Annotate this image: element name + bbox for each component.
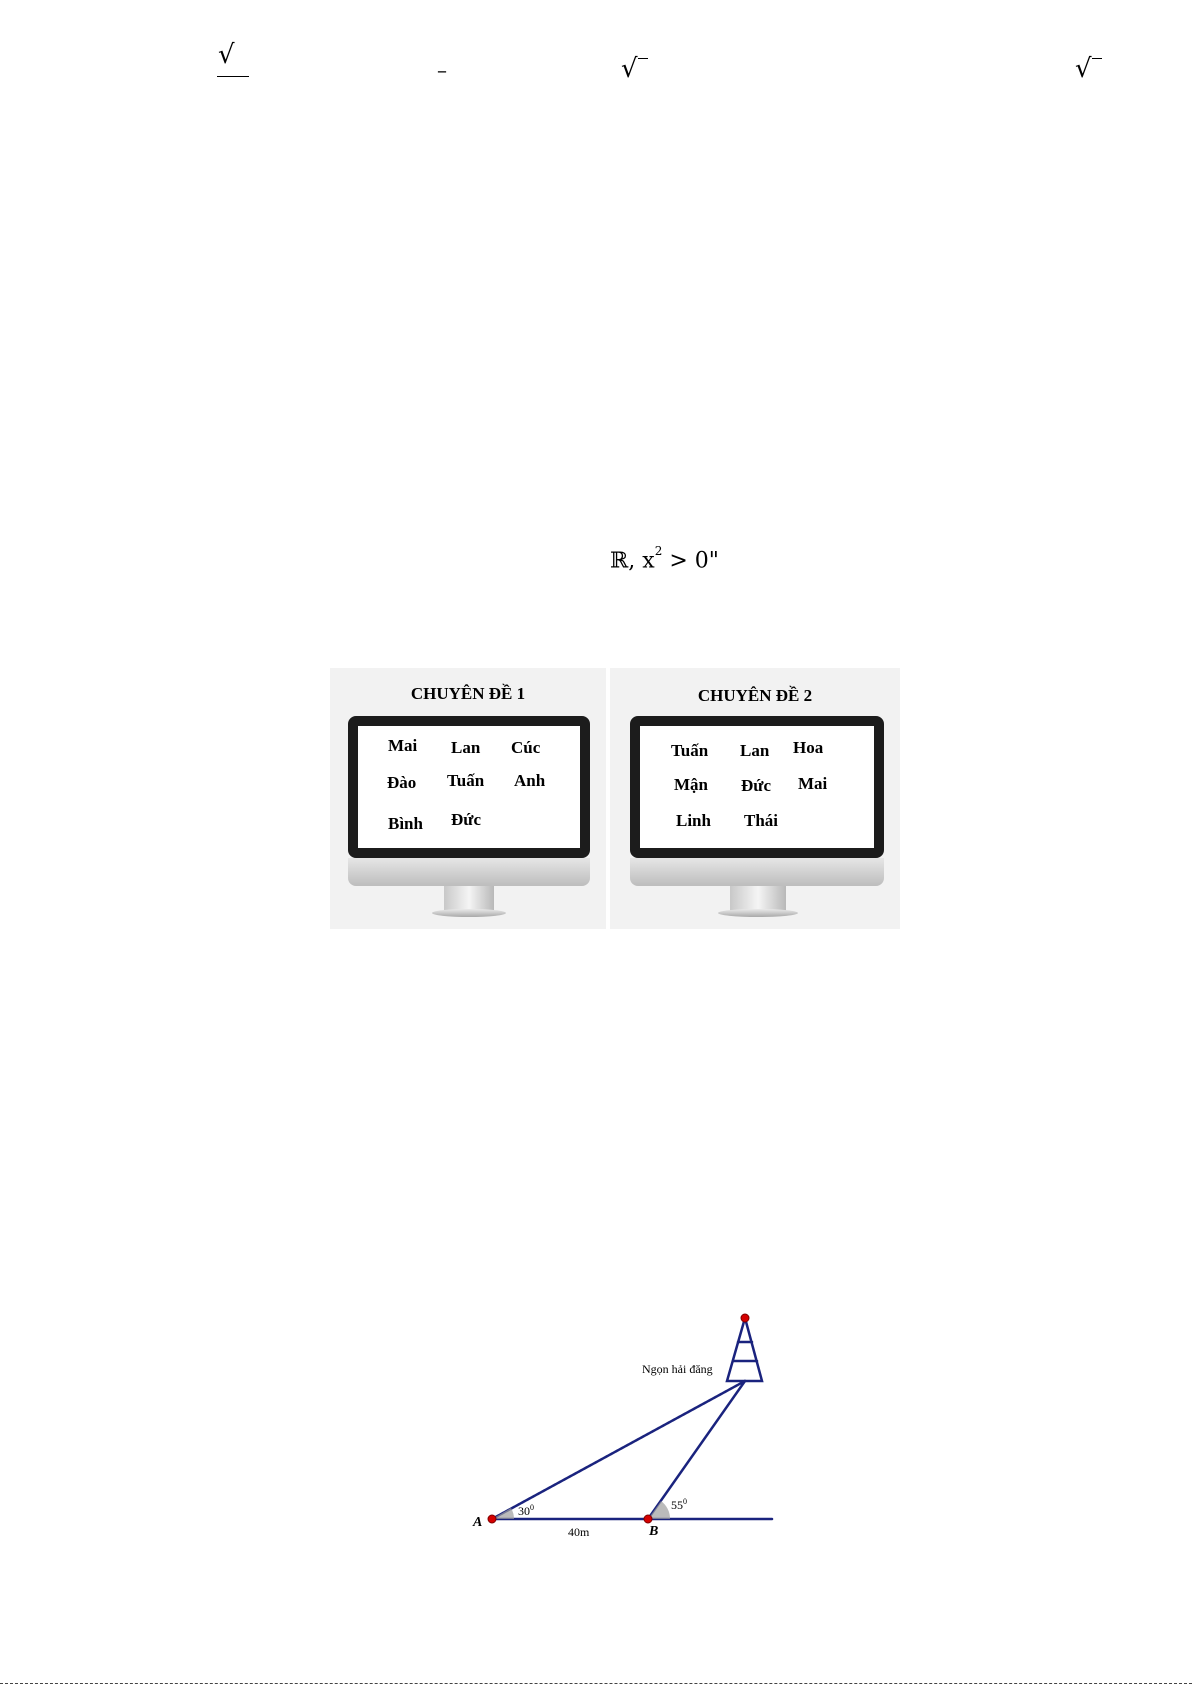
distance-label: 40m <box>568 1525 590 1539</box>
monitors-figure <box>330 668 900 929</box>
sqrt-vinculum-3 <box>1092 58 1102 59</box>
sqrt-fragment-2: √ <box>621 54 638 84</box>
angle-a-degree: 0 <box>530 1503 534 1512</box>
lighthouse-lines <box>492 1318 772 1519</box>
lighthouse-figure <box>460 1300 800 1550</box>
point-a-label: A <box>473 1515 483 1530</box>
name-item: Tuấn <box>447 771 485 790</box>
angle-a-label <box>518 1503 534 1519</box>
sight-line-b <box>648 1381 745 1519</box>
name-item: Anh <box>514 771 546 790</box>
formula-fragment <box>610 544 719 574</box>
point-a <box>488 1515 496 1523</box>
sqrt-vinculum-2 <box>638 58 648 59</box>
point-b-label: B <box>649 1524 659 1539</box>
name-item: Đức <box>741 776 772 795</box>
name-item: Bình <box>388 814 423 833</box>
name-item: Lan <box>451 738 481 757</box>
fraction-bar <box>217 76 249 77</box>
name-item: Linh <box>676 811 711 830</box>
formula-set: ℝ, x <box>610 548 655 574</box>
lighthouse-label: Ngọn hải đăng <box>642 1362 713 1376</box>
monitor-2-chin <box>630 858 884 886</box>
name-item: Mai <box>388 736 418 755</box>
angle-b-label <box>671 1497 687 1513</box>
name-item: Đức <box>451 810 482 829</box>
name-item: Tuấn <box>671 741 709 760</box>
monitor-2-title: CHUYÊN ĐỀ 2 <box>697 686 813 705</box>
lighthouse-tower <box>727 1318 762 1381</box>
name-item: Cúc <box>511 738 541 757</box>
sqrt-fragment-3: √ <box>1075 54 1092 84</box>
point-top <box>741 1314 749 1322</box>
monitor-panel-2 <box>610 668 900 929</box>
name-item: Hoa <box>793 738 824 757</box>
minus-fragment: – <box>437 58 447 82</box>
name-item: Thái <box>744 811 779 830</box>
name-item: Mận <box>674 775 708 794</box>
monitor-1-chin <box>348 858 590 886</box>
page-bottom-border <box>0 1683 1192 1684</box>
angle-b-degree: 0 <box>683 1497 687 1506</box>
monitor-1-title: CHUYÊN ĐỀ 1 <box>410 684 526 703</box>
monitor-panel-1 <box>330 668 606 929</box>
sqrt-fragment-1: √ <box>218 40 235 70</box>
name-item: Mai <box>798 774 828 793</box>
angle-b-value: 55 <box>671 1498 683 1512</box>
monitor-2-base <box>718 909 798 917</box>
monitor-1-base <box>432 909 506 917</box>
sight-line-a <box>492 1381 745 1519</box>
formula-rest: > 0" <box>662 548 719 574</box>
formula-exponent: 2 <box>654 544 663 558</box>
name-item: Đào <box>387 773 417 792</box>
angle-a-value: 30 <box>518 1504 530 1518</box>
name-item: Lan <box>740 741 770 760</box>
point-b <box>644 1515 652 1523</box>
lighthouse-diagram <box>460 1300 800 1550</box>
